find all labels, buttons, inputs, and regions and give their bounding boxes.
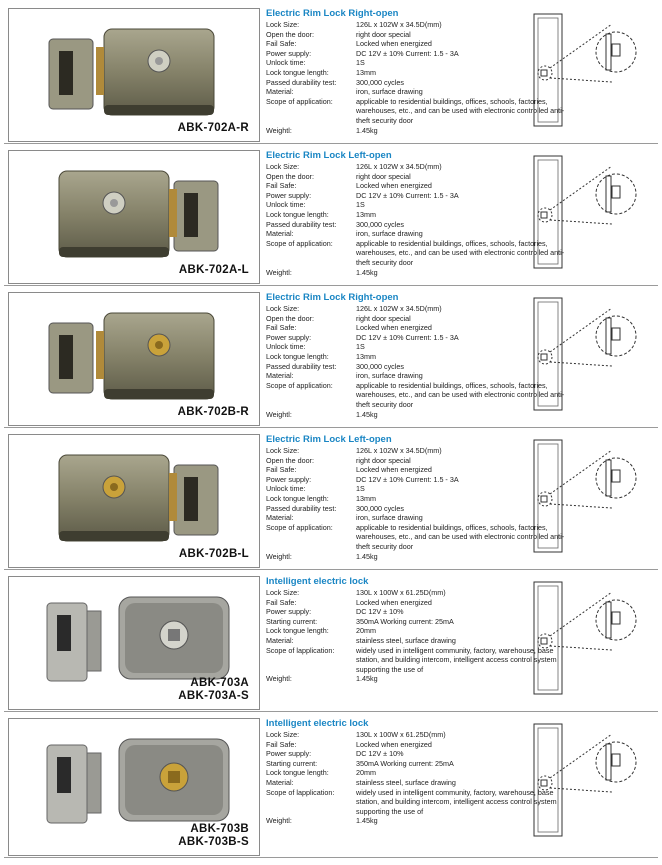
model-number — [179, 548, 249, 561]
spec-label: Power supply: — [266, 607, 312, 617]
spec-label: Lock tongue length: — [266, 626, 329, 636]
product-image-panel — [8, 150, 260, 284]
spec-label: Power supply: — [266, 474, 312, 484]
model-number — [178, 406, 249, 419]
spec-label: Lock tongue length: — [266, 768, 329, 778]
spec-label: Material: — [266, 777, 294, 787]
spec-label: Fail Safe: — [266, 39, 297, 49]
model-number-line: ABK-703A-S — [178, 690, 249, 702]
spec-label: Scope of application: — [266, 522, 333, 532]
spec-label: Weightl: — [266, 409, 292, 419]
spec-value: 1S — [356, 200, 365, 210]
spec-label: Open the door: — [266, 455, 314, 465]
door-installation-diagram — [528, 152, 638, 272]
spec-label: Weightl: — [266, 267, 292, 277]
spec-label: Lock tongue length: — [266, 351, 329, 361]
spec-value: widely used in intelligent community, factory, warehouse, base station, and building intercom, intelligent access control system supporting the use of — [356, 787, 557, 816]
spec-label: Lock Size: — [266, 446, 300, 455]
spec-value: 1S — [356, 484, 365, 494]
spec-label: Lock Size: — [266, 20, 300, 29]
spec-value: DC 12V ± 10% Current: 1.5 - 3A — [356, 332, 459, 342]
product-row — [4, 292, 658, 424]
spec-label: Material: — [266, 229, 294, 239]
spec-value: applicable to residential buildings, offices, schools, factories, warehouses, etc., and can be used with electronic controlled anti-theft security door — [356, 522, 565, 551]
spec-value: 126L x 102W x 34.5D(mm) — [356, 20, 442, 29]
spec-label: Weightl: — [266, 816, 292, 826]
model-number — [178, 823, 249, 849]
spec-label: Weightl: — [266, 674, 292, 684]
spec-value: applicable to residential buildings, offices, schools, factories, warehouses, etc., and can be used with electronic controlled anti-theft security door — [356, 238, 565, 267]
product-image-panel — [8, 576, 260, 710]
spec-value: 1.45kg — [356, 125, 378, 135]
lock-product-image — [9, 443, 259, 553]
spec-value: 20mm — [356, 626, 376, 636]
spec-value: 13mm — [356, 351, 376, 361]
lock-product-image — [9, 17, 259, 127]
spec-value: 130L x 100W x 61.25D(mm) — [356, 588, 446, 597]
spec-value: Locked when energized — [356, 39, 432, 49]
spec-value: DC 12V ± 10% — [356, 749, 404, 759]
spec-label: Lock Size: — [266, 730, 300, 739]
spec-value: Locked when energized — [356, 181, 432, 191]
product-row — [4, 576, 658, 708]
row-divider — [4, 569, 658, 570]
product-row — [4, 718, 658, 854]
spec-value: right door special — [356, 29, 411, 39]
spec-value: right door special — [356, 171, 411, 181]
product-title: Intelligent electric lock — [266, 576, 369, 587]
row-divider — [4, 427, 658, 428]
spec-value: iron, surface drawing — [356, 87, 423, 97]
model-number — [178, 122, 249, 135]
model-number — [179, 264, 249, 277]
spec-label: Passed durability test: — [266, 361, 337, 371]
row-divider — [4, 285, 658, 286]
spec-label: Material: — [266, 371, 294, 381]
product-title: Electric Rim Lock Left-open — [266, 434, 392, 445]
spec-label: Passed durability test: — [266, 219, 337, 229]
product-row — [4, 150, 658, 282]
product-row — [4, 434, 658, 566]
spec-label: Fail Safe: — [266, 181, 297, 191]
spec-value: DC 12V ± 10% Current: 1.5 - 3A — [356, 48, 459, 58]
product-title: Intelligent electric lock — [266, 718, 369, 729]
spec-label: Material: — [266, 513, 294, 523]
model-number-line: ABK-702A-L — [178, 264, 249, 276]
spec-value: 13mm — [356, 209, 376, 219]
spec-label: Lock Size: — [266, 162, 300, 171]
spec-value: 1.45kg — [356, 409, 378, 419]
spec-label: Fail Safe: — [266, 323, 297, 333]
spec-label: Passed durability test: — [266, 503, 337, 513]
spec-value: widely used in intelligent community, factory, warehouse, base station, and building intercom, intelligent access control system supporting the use of — [356, 645, 557, 674]
spec-value: DC 12V ± 10% Current: 1.5 - 3A — [356, 474, 459, 484]
product-title: Electric Rim Lock Right-open — [266, 8, 399, 19]
product-title: Electric Rim Lock Right-open — [266, 292, 399, 303]
model-number-line: ABK-702A-R — [177, 122, 249, 134]
spec-value: iron, surface drawing — [356, 229, 423, 239]
product-image-panel — [8, 292, 260, 426]
spec-label: Power supply: — [266, 332, 312, 342]
spec-label: Unlock time: — [266, 342, 306, 352]
model-number-line: ABK-703B-S — [178, 836, 249, 848]
spec-label: Material: — [266, 87, 294, 97]
spec-label: Weightl: — [266, 551, 292, 561]
spec-label: Passed durability test: — [266, 77, 337, 87]
lock-product-image — [9, 301, 259, 411]
spec-label: Lock Size: — [266, 588, 300, 597]
spec-label: Power supply: — [266, 48, 312, 58]
spec-label: Fail Safe: — [266, 739, 297, 749]
row-divider — [4, 857, 658, 858]
spec-value: Locked when energized — [356, 597, 432, 607]
product-title: Electric Rim Lock Left-open — [266, 150, 392, 161]
spec-label: Unlock time: — [266, 200, 306, 210]
spec-label: Power supply: — [266, 749, 312, 759]
spec-value: 300,000 cycles — [356, 503, 404, 513]
spec-value: applicable to residential buildings, offices, schools, factories, warehouses, etc., and can be used with electronic controlled anti-theft security door — [356, 380, 565, 409]
spec-label: Lock tongue length: — [266, 493, 329, 503]
spec-value: 1S — [356, 342, 365, 352]
spec-label: Scope of application: — [266, 380, 333, 390]
door-installation-diagram — [528, 436, 638, 556]
spec-value: 300,000 cycles — [356, 219, 404, 229]
spec-label: Lock tongue length: — [266, 67, 329, 77]
spec-value: 300,000 cycles — [356, 361, 404, 371]
door-installation-diagram — [528, 10, 638, 130]
spec-value: iron, surface drawing — [356, 513, 423, 523]
spec-value: 350mA Working current: 25mA — [356, 758, 454, 768]
spec-label: Weightl: — [266, 125, 292, 135]
spec-value: applicable to residential buildings, offices, schools, factories, warehouses, etc., and can be used with electronic controlled anti-theft security door — [356, 96, 565, 125]
spec-label: Lock tongue length: — [266, 209, 329, 219]
spec-value: 1.45kg — [356, 674, 378, 684]
spec-value: 13mm — [356, 67, 376, 77]
spec-value: 126L x 102W x 34.5D(mm) — [356, 162, 442, 171]
spec-label: Fail Safe: — [266, 597, 297, 607]
row-divider — [4, 711, 658, 712]
spec-label: Fail Safe: — [266, 465, 297, 475]
model-number-line: ABK-703B — [190, 823, 249, 835]
door-installation-diagram — [528, 720, 638, 840]
spec-label: Starting current: — [266, 758, 318, 768]
product-image-panel — [8, 434, 260, 568]
spec-value: iron, surface drawing — [356, 371, 423, 381]
row-divider — [4, 143, 658, 144]
spec-value: 350mA Working current: 25mA — [356, 616, 454, 626]
spec-value: 1.45kg — [356, 551, 378, 561]
model-number-line: ABK-703A — [190, 677, 249, 689]
spec-value: 126L x 102W x 34.5D(mm) — [356, 304, 442, 313]
model-number-line: ABK-702B-L — [178, 548, 249, 560]
spec-label: Unlock time: — [266, 484, 306, 494]
spec-value: right door special — [356, 313, 411, 323]
model-number — [178, 677, 249, 703]
spec-value: 1.45kg — [356, 267, 378, 277]
spec-value: DC 12V ± 10% Current: 1.5 - 3A — [356, 190, 459, 200]
spec-value: stainless steel, surface drawing — [356, 777, 456, 787]
spec-label: Open the door: — [266, 313, 314, 323]
spec-value: 300,000 cycles — [356, 77, 404, 87]
spec-value: 1S — [356, 58, 365, 68]
spec-value: 13mm — [356, 493, 376, 503]
spec-value: right door special — [356, 455, 411, 465]
product-row — [4, 8, 658, 140]
spec-value: 20mm — [356, 768, 376, 778]
spec-value: stainless steel, surface drawing — [356, 635, 456, 645]
spec-value: Locked when energized — [356, 739, 432, 749]
product-image-panel — [8, 8, 260, 142]
product-image-panel — [8, 718, 260, 856]
spec-label: Scope of application: — [266, 238, 333, 248]
spec-label: Open the door: — [266, 171, 314, 181]
door-installation-diagram — [528, 294, 638, 414]
spec-label: Unlock time: — [266, 58, 306, 68]
spec-label: Material: — [266, 635, 294, 645]
lock-product-image — [9, 159, 259, 269]
spec-label: Open the door: — [266, 29, 314, 39]
lock-product-image — [9, 727, 259, 837]
spec-value: Locked when energized — [356, 323, 432, 333]
spec-label: Starting current: — [266, 616, 318, 626]
spec-value: 1.45kg — [356, 816, 378, 826]
spec-value: Locked when energized — [356, 465, 432, 475]
spec-label: Power supply: — [266, 190, 312, 200]
spec-label: Lock Size: — [266, 304, 300, 313]
model-number-line: ABK-702B-R — [177, 406, 249, 418]
spec-value: 126L x 102W x 34.5D(mm) — [356, 446, 442, 455]
spec-label: Scope of application: — [266, 96, 333, 106]
spec-label: Scope of lapplication: — [266, 645, 335, 655]
spec-value: DC 12V ± 10% — [356, 607, 404, 617]
spec-value: 130L x 100W x 61.25D(mm) — [356, 730, 446, 739]
spec-label: Scope of lapplication: — [266, 787, 335, 797]
door-installation-diagram — [528, 578, 638, 698]
